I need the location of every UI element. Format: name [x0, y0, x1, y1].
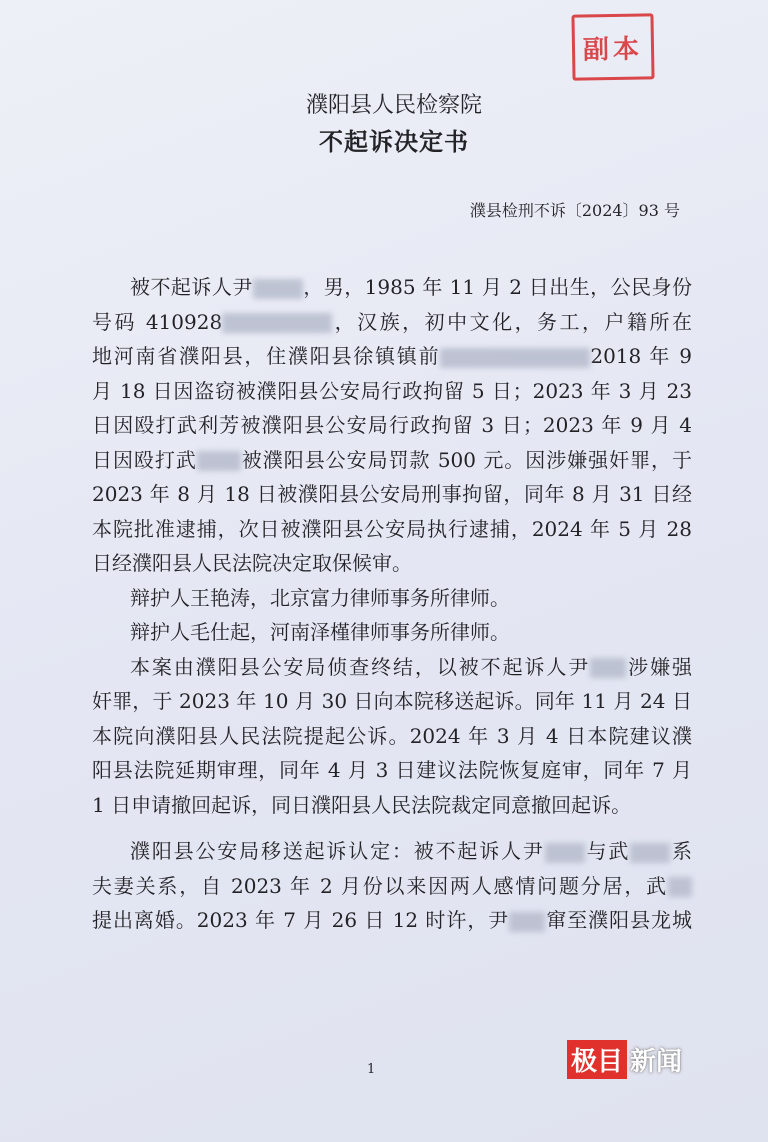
document-title: 不起诉决定书 [319, 127, 469, 156]
text-line [92, 684, 692, 719]
text-fragment: 地河南省濮阳县，住濮阳县徐镇镇前 [92, 344, 441, 368]
text-line [92, 512, 692, 547]
text-line [92, 339, 692, 374]
text-fragment: 2023 年 8 月 18 日被濮阳县公安局刑事拘留，同年 8 月 31 日经 [92, 482, 692, 506]
text-line [92, 615, 692, 650]
text-fragment: 被濮阳县公安局罚款 500 元。因涉嫌强奸罪，于 [240, 447, 693, 472]
text-line [92, 443, 692, 478]
text-fragment: ，汉族，初中文化，务工，户籍所在 [332, 309, 692, 334]
watermark-part-1: 极目 [567, 1040, 627, 1079]
text-fragment: 日因殴打武利芳被濮阳县公安局行政拘留 3 日；2023 年 9 月 4 [92, 413, 692, 437]
copy-stamp: 副本 [571, 13, 654, 80]
text-line [92, 374, 692, 409]
text-line [92, 753, 692, 788]
text-fragment: 奸罪，于 2023 年 10 月 30 日向本院移送起诉。同年 11 月 24 日 [92, 689, 692, 713]
text-fragment: 月 18 日因盗窃被濮阳县公安局行政拘留 5 日；2023 年 3 月 23 [92, 378, 692, 403]
news-watermark-logo [567, 1040, 682, 1079]
text-fragment: 本案由濮阳县公安局侦查终结，以被不起诉人尹 [130, 654, 591, 679]
text-fragment: 与武 [584, 839, 631, 863]
redaction-blur [668, 877, 692, 897]
text-line [92, 477, 692, 512]
text-fragment: 日经濮阳县人民法院决定取保候审。 [92, 551, 412, 575]
text-fragment: 濮阳县公安局移送起诉认定：被不起诉人尹 [130, 839, 545, 863]
text-fragment: 提出离婚。2023 年 7 月 26 日 12 时许，尹 [92, 908, 510, 932]
redaction-blur [630, 843, 670, 863]
redaction-blur [197, 451, 241, 471]
redaction-blur [222, 313, 332, 333]
text-line [92, 581, 692, 616]
text-line [92, 903, 692, 938]
text-fragment: 日因殴打武 [92, 447, 197, 472]
text-fragment: ，男，1985 年 11 月 2 日出生，公民身份 [302, 275, 693, 299]
text-line [92, 270, 692, 305]
text-fragment: 被不起诉人尹 [130, 275, 253, 299]
issuing-organization: 濮阳县人民检察院 [305, 93, 482, 118]
text-line [92, 719, 692, 754]
text-line [92, 788, 692, 823]
text-fragment: 2018 年 9 [590, 344, 692, 368]
text-fragment: 系 [670, 839, 693, 863]
text-line [92, 546, 692, 581]
text-fragment: 本院向濮阳县人民法院提起公诉。2024 年 3 月 4 日本院建议濮 [92, 723, 692, 748]
text-fragment: 辩护人毛仕起，河南泽槿律师事务所律师。 [130, 620, 510, 644]
text-fragment: 本院批准逮捕，次日被濮阳县公安局执行逮捕，2024 年 5 月 28 [92, 516, 692, 541]
text-fragment: 涉嫌强 [626, 654, 693, 679]
text-fragment: 1 日申请撤回起诉，同日濮阳县人民法院裁定同意撤回起诉。 [92, 792, 632, 817]
redaction-blur [440, 348, 590, 368]
redaction-blur [253, 279, 303, 299]
text-line [92, 869, 692, 904]
text-line [92, 650, 692, 685]
document-number: 濮县检刑不诉〔2024〕93 号 [469, 201, 680, 220]
document-body [92, 270, 692, 938]
page-number: 1 [367, 1062, 376, 1077]
redaction-blur [545, 843, 585, 863]
text-fragment: 辩护人王艳涛，北京富力律师事务所律师。 [130, 585, 510, 610]
text-fragment: 夫妻关系，自 2023 年 2 月份以来因两人感情问题分居，武 [92, 873, 668, 898]
text-fragment: 窜至濮阳县龙城 [545, 908, 693, 932]
watermark-part-2: 新闻 [630, 1047, 683, 1077]
text-line [92, 408, 692, 443]
redaction-blur [590, 658, 626, 678]
text-line [92, 834, 692, 869]
text-fragment: 阳县法院延期审理，同年 4 月 3 日建议法院恢复庭审，同年 7 月 [92, 758, 692, 782]
text-line [92, 305, 692, 340]
text-fragment: 号码 410928 [92, 309, 223, 334]
redaction-blur [509, 912, 545, 932]
